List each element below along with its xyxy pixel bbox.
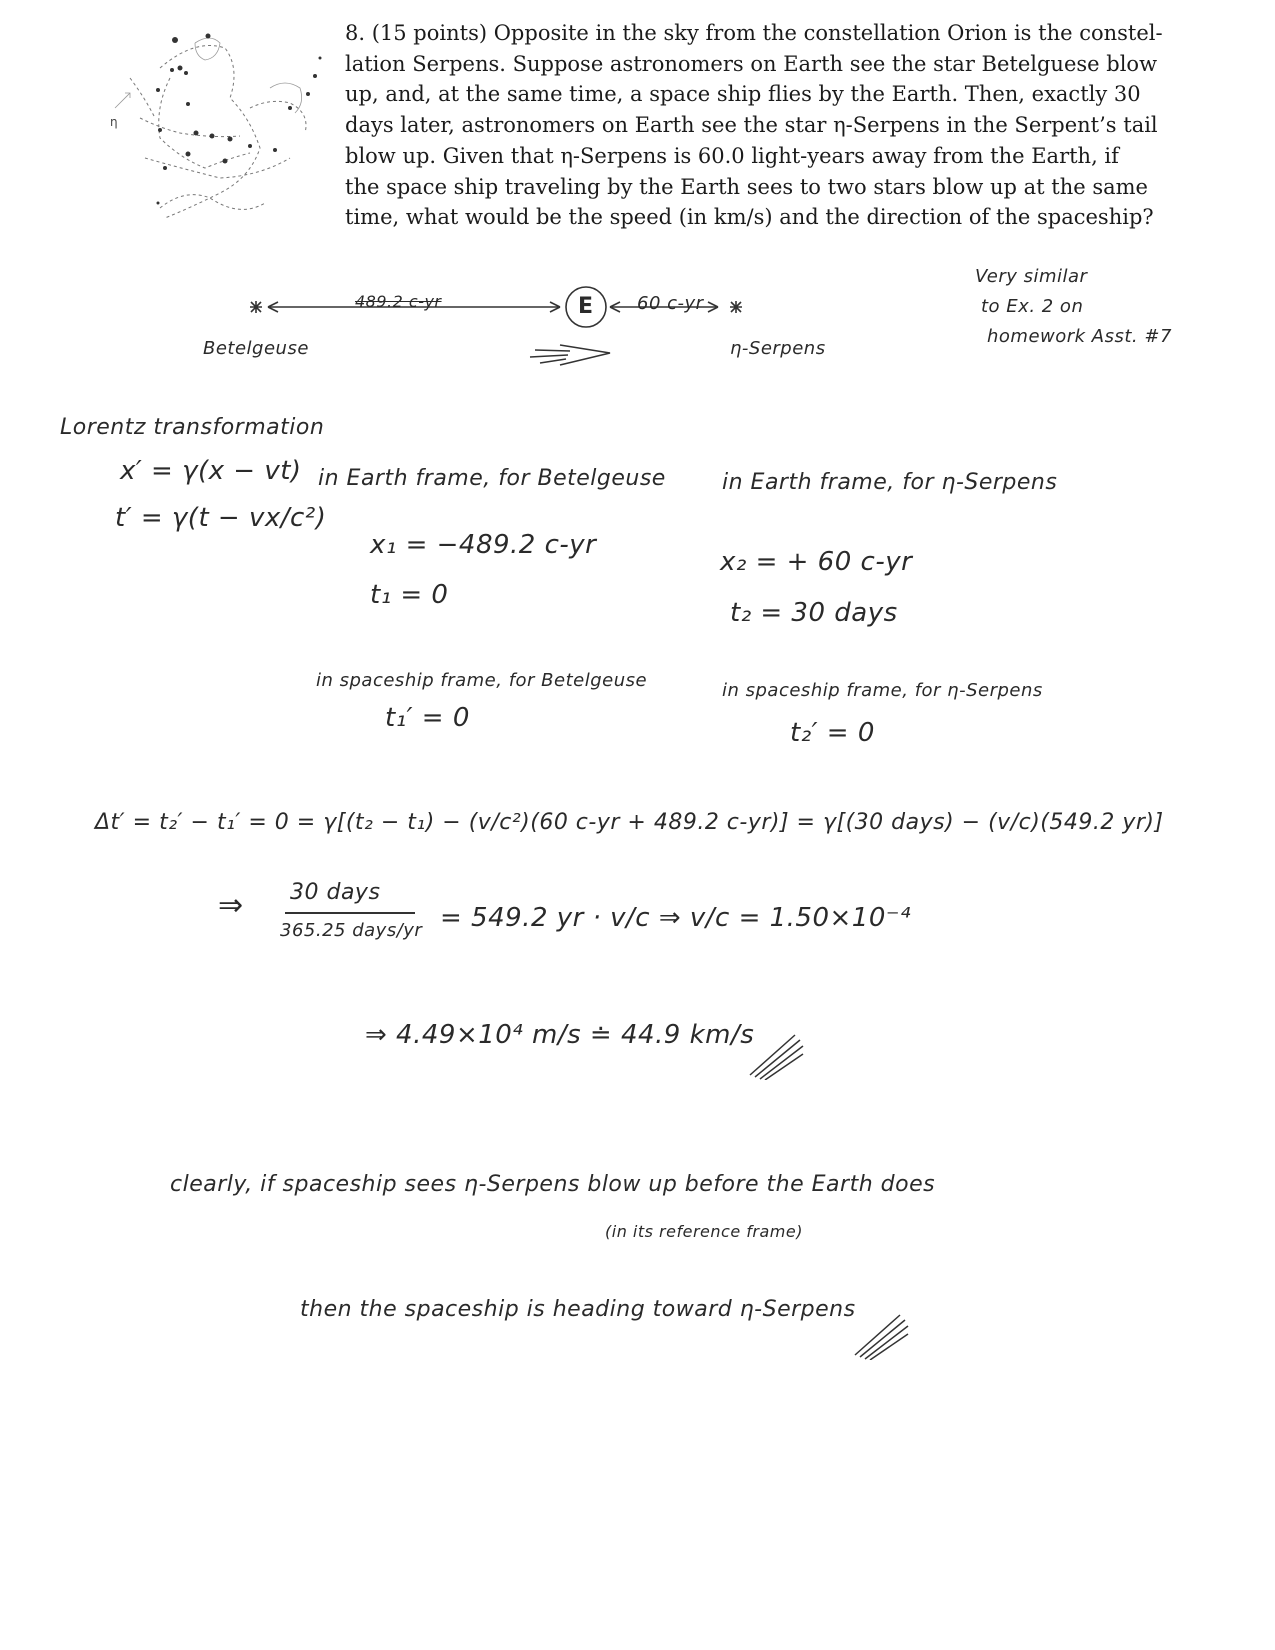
earth-frame-t1: t₁ = 0 bbox=[370, 580, 449, 610]
earth-frame-x2: x₂ = + 60 c-yr bbox=[720, 547, 913, 577]
fraction-bar bbox=[285, 912, 415, 914]
distance-sketch bbox=[230, 285, 790, 385]
ship-frame-t2p: t₂′ = 0 bbox=[790, 718, 875, 748]
right-distance-label: 60 c-yr bbox=[637, 293, 704, 314]
serpens-label: η-Serpens bbox=[730, 338, 826, 359]
problem-line: blow up. Given that η-Serpens is 60.0 light-years away from the Earth, if bbox=[345, 143, 1119, 168]
svg-text:η: η bbox=[110, 115, 118, 129]
problem-statement bbox=[345, 18, 1163, 233]
earth-frame-serpens-header: in Earth frame, for η-Serpens bbox=[722, 470, 1058, 495]
final-speed: ⇒ 4.49×10⁴ m/s ≐ 44.9 km/s bbox=[365, 1020, 755, 1050]
left-distance-label: 489.2 c-yr bbox=[355, 292, 442, 311]
problem-line: lation Serpens. Suppose astronomers on Earth see the star Betelguese blow bbox=[345, 51, 1158, 76]
betelgeuse-label: Betelgeuse bbox=[203, 338, 309, 359]
earth-frame-x1: x₁ = −489.2 c-yr bbox=[370, 530, 597, 560]
orion-constellation-drawing bbox=[100, 18, 330, 228]
side-note-line: homework Asst. #7 bbox=[987, 326, 1172, 347]
problem-line: 8. (15 points) Opposite in the sky from the constellation Orion is the constel- bbox=[345, 21, 1163, 45]
conclusion-line1: clearly, if spaceship sees η-Serpens blow up before the Earth does bbox=[170, 1172, 936, 1197]
lorentz-eq-t: t′ = γ(t − vx/c²) bbox=[115, 503, 327, 533]
problem-line: days later, astronomers on Earth see the star η-Serpens in the Serpent’s tail bbox=[345, 113, 1158, 138]
fraction-denominator: 365.25 days/yr bbox=[280, 920, 423, 941]
earth-label: E bbox=[578, 294, 594, 319]
conclusion-hash-mark bbox=[850, 1310, 910, 1360]
ship-frame-t1p: t₁′ = 0 bbox=[385, 703, 470, 733]
conclusion-line3: then the spaceship is heading toward η-Serpens bbox=[300, 1297, 856, 1322]
ship-frame-betelgeuse-header: in spaceship frame, for Betelgeuse bbox=[316, 670, 648, 691]
velocity-equation: = 549.2 yr · v/c ⇒ v/c = 1.50×10⁻⁴ bbox=[440, 903, 912, 933]
earth-frame-betelgeuse-header: in Earth frame, for Betelgeuse bbox=[318, 466, 666, 491]
problem-line: up, and, at the same time, a space ship flies by the Earth. Then, exactly 30 bbox=[345, 82, 1141, 107]
problem-line: the space ship traveling by the Earth sees to two stars blow up at the same bbox=[345, 174, 1148, 199]
earth-frame-t2: t₂ = 30 days bbox=[730, 598, 898, 628]
delta-t-equation: Δt′ = t₂′ − t₁′ = 0 = γ[(t₂ − t₁) − (v/c²)(60 c-yr + 489.2 c-yr)] = γ[(30 days) − (v/c)(549.2 yr)] bbox=[95, 810, 1164, 835]
ship-frame-serpens-header: in spaceship frame, for η-Serpens bbox=[722, 680, 1043, 701]
conclusion-line2: (in its reference frame) bbox=[605, 1222, 803, 1241]
lorentz-eq-x: x′ = γ(x − vt) bbox=[120, 456, 302, 486]
side-note bbox=[975, 262, 1172, 352]
problem-line: time, what would be the speed (in km/s) and the direction of the spaceship? bbox=[345, 205, 1154, 230]
fraction-numerator: 30 days bbox=[290, 880, 381, 905]
side-note-line: Very similar bbox=[975, 266, 1088, 287]
side-note-line: to Ex. 2 on bbox=[981, 296, 1084, 317]
answer-hash-mark bbox=[745, 1030, 805, 1080]
implies-arrow: ⇒ bbox=[218, 888, 244, 923]
lorentz-title: Lorentz transformation bbox=[60, 415, 325, 440]
